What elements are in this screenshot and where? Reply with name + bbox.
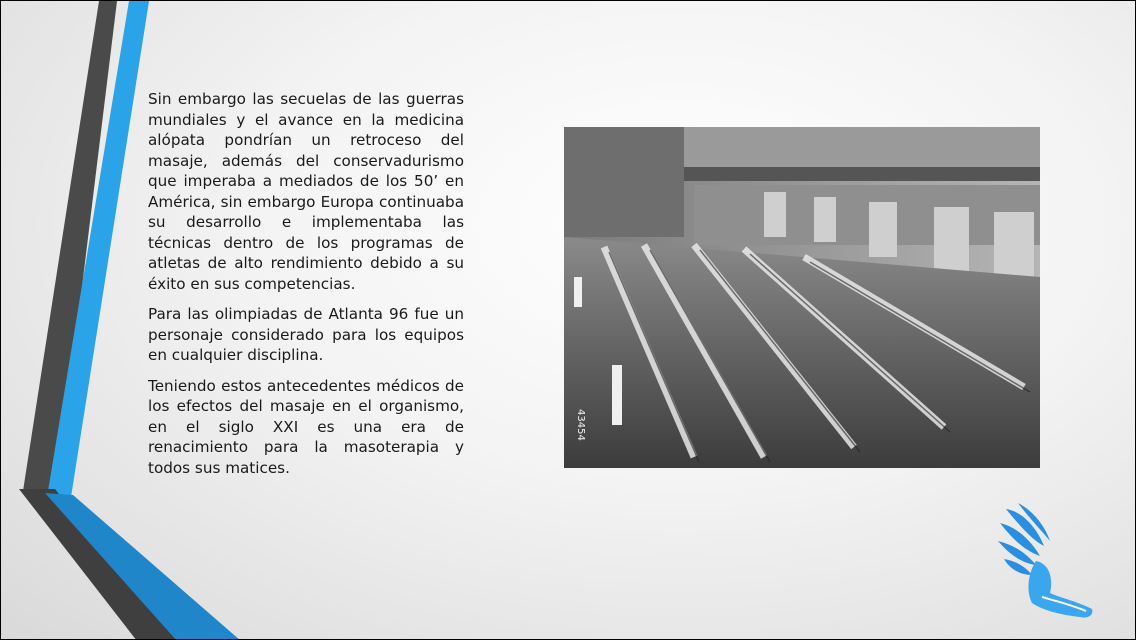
paragraph-3: Teniendo estos antecedentes médicos de los efectos del masaje en el organismo, en el siglo XXI es una era de renacimiento para la masoterapia y todos sus matices. <box>148 376 464 477</box>
paragraph-1: Sin embargo las secuelas de las guerras mundiales y el avance en la medicina alópata pondrían un retroceso del masaje, además del conservadurismo que imperaba a mediados de los 50’ en América, sin embargo Europa continuaba su desarrollo e implementaba las técnicas dentro de los programas de atletas de alto rendimiento debido a su éxito en sus competencias. <box>148 90 464 293</box>
winged-foot-icon <box>996 501 1096 621</box>
paragraph-2: Para las olimpiadas de Atlanta 96 fue un personaje considerado para los equipos en cualquier disciplina. <box>148 305 464 364</box>
body-text <box>148 89 464 488</box>
historical-hospital-photo <box>564 127 1040 468</box>
dark-stripe-lower <box>19 489 177 640</box>
photo-illustration <box>564 127 1040 468</box>
photo-stamp: 43454 <box>575 409 586 441</box>
